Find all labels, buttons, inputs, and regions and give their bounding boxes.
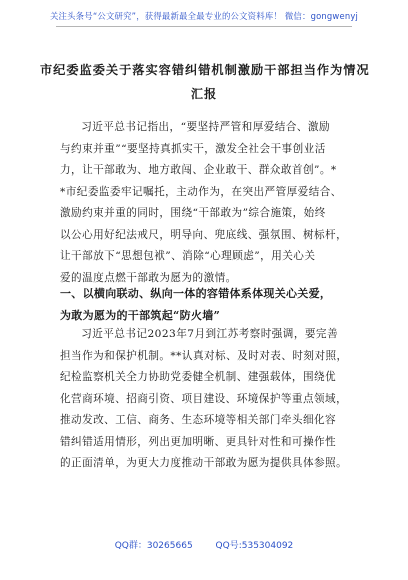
paragraph-line: 的正面清单，为更大力度推动干部敢为愿为提供具体参照。: [60, 457, 348, 469]
qq-group-text: QQ群：30265665: [114, 541, 193, 551]
paragraph-line: 推动发改、工信、商务、生态环境等相关部门牵头细化容: [60, 414, 337, 426]
heading-line-2: 为敢为愿为的干部筑起“防火墙”: [60, 309, 221, 322]
paragraph-line: 化营商环境、招商引资、项目建设、环境保护等重点领域，: [60, 392, 348, 405]
paragraph-line: 纪检监察机关全力协助党委健全机制、建强载体，围绕优: [60, 371, 337, 383]
qq-number-text: QQ号:535304092: [215, 541, 294, 551]
paragraph-1: [60, 117, 350, 289]
heading-line-1: 一、以横向联动、纵向一体的容错体系体现关心关爱，: [60, 287, 332, 300]
footer-contact: [0, 538, 408, 551]
section-heading-1: [60, 283, 360, 327]
title-line-2: 汇报: [190, 87, 218, 101]
title-line-1: 市纪委监委关于落实容错纠错机制激励干部担当作为情况: [40, 63, 370, 77]
paragraph-line: 让干部放下“思想包袱”、消除“心理顾虑”，用关心关: [60, 250, 316, 262]
paragraph-line: 习近平总书记指出，“要坚持严管和厚爱结合、激励: [81, 121, 331, 133]
paragraph-line: 以公心用好纪法戒尺，明导向、兜底线、强氛围、树标杆，: [60, 228, 348, 241]
document-title: [40, 58, 368, 106]
paragraph-line: 与约束并重”“要坚持真抓实干，激发全社会干事创业活: [60, 142, 326, 155]
paragraph-line: 错纠错适用情形，列出更加明晰、更具针对性和可操作性: [60, 435, 337, 448]
paragraph-line: 力，让干部敢为、地方敢闯、企业敢干、群众敢首创”。*: [60, 164, 337, 176]
paragraph-line: 习近平总书记2023年7月到江苏考察时强调，要完善: [81, 328, 339, 340]
paragraph-line: 激励约束并重的同时，围绕“干部敢为”综合施策，始终: [60, 207, 326, 219]
paragraph-2: [60, 324, 350, 475]
paragraph-line: 担当作为和保护机制。**认真对标、及时对表、时刻对照，: [60, 349, 348, 362]
top-divider: [56, 26, 352, 27]
paragraph-line: 爱的温度点燃干部敢为愿为的激情。: [60, 271, 237, 284]
top-banner: 关注头条号“公文研究”，获得最新最全最专业的公文资料库！ 微信：gongwenyj: [49, 11, 359, 21]
paragraph-line: *市纪委监委牢记嘱托，主动作为，在突出严管厚爱结合、: [60, 185, 342, 198]
